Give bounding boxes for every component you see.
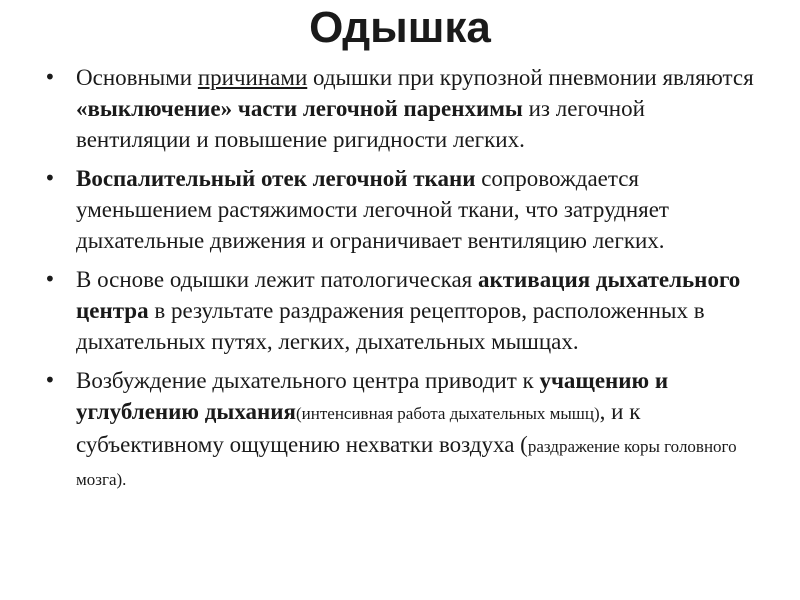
text-span: В основе одышки лежит патологическая: [76, 267, 478, 292]
text-span-small: (интенсивная работа дыхательных мышц): [295, 404, 600, 423]
text-span: в результате раздражения рецепторов, расположенных в дыхательных путях, легких, дыхательных мышцах.: [76, 298, 705, 354]
bullet-icon: •: [44, 267, 56, 291]
text-span-small: раздражение коры головного мозга).: [76, 437, 737, 489]
text-span-bold: Воспалительный отек легочной ткани: [76, 166, 476, 191]
bullet-item-activation: [40, 264, 765, 357]
bullet-list: [40, 62, 765, 503]
text-span: сопровождается уменьшением растяжимости легочной ткани, что затрудняет дыхательные движения и ограничивает вентиляцию легких.: [76, 166, 669, 253]
text-span: из легочной вентиляции и повышение ригидности легких.: [76, 96, 645, 152]
text-span: Возбуждение дыхательного центра приводит к: [76, 368, 540, 393]
text-span: одышки при крупозной пневмонии являются: [307, 65, 754, 90]
text-span-bold: «выключение» части легочной паренхимы: [76, 96, 523, 121]
bullet-text: [76, 264, 765, 357]
text-span: , и к субъективному ощущению нехватки воздуха (: [76, 399, 641, 457]
bullet-text: [76, 163, 765, 256]
bullet-icon: •: [44, 65, 56, 89]
text-span-bold: активация дыхательного центра: [76, 267, 741, 323]
bullet-item-edema: [40, 163, 765, 256]
bullet-item-excitation: [40, 365, 765, 495]
bullet-item-causes: [40, 62, 765, 155]
slide-title: Одышка: [309, 3, 491, 52]
bullet-icon: •: [44, 368, 56, 392]
text-span-underlined: причинами: [197, 65, 308, 90]
bullet-text: [76, 62, 765, 155]
bullet-icon: •: [44, 166, 56, 190]
text-span: Основными: [76, 65, 198, 90]
text-span-bold: учащению и углублению дыхания: [76, 368, 669, 424]
bullet-text: [76, 365, 765, 495]
